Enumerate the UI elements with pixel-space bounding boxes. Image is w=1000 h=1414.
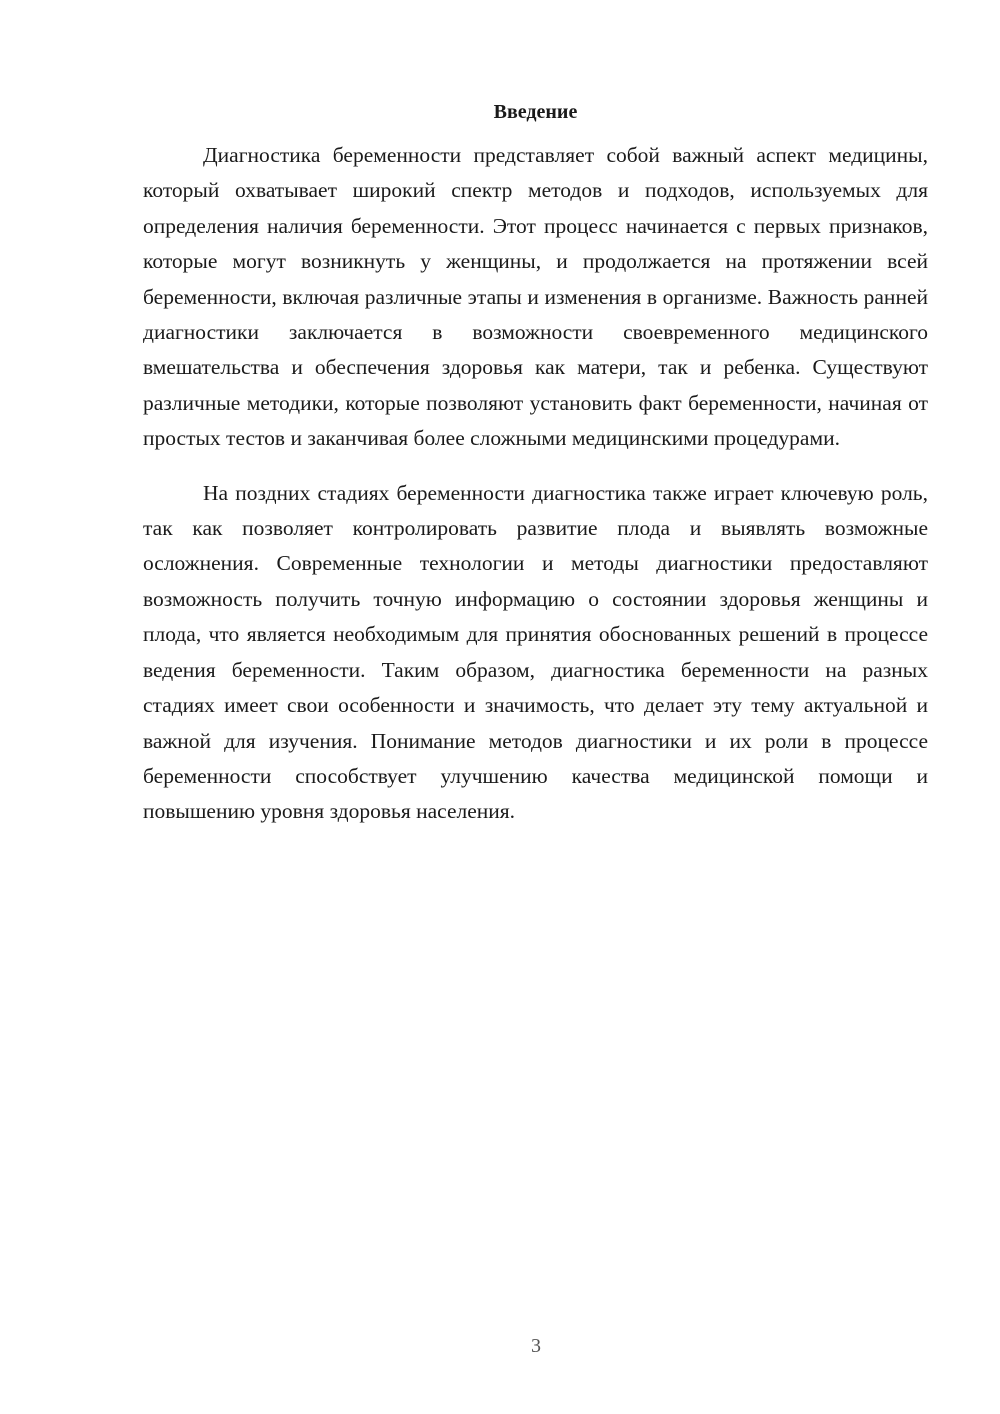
paragraph-late-stages: На поздних стадиях беременности диагностика также играет ключевую роль, так как позволяет контролировать развитие плода и выявлять возможные осложнения. Современные технологии и методы диагностики предоставляют возможность получить точную информацию о состоянии здоровья женщины и плода, что является необходимым для принятия обоснованных решений в процессе ведения беременности. Таким образом, диагностика беременности на разных стадиях имеет свои особенности и значимость, что делает эту тему актуальной и важной для изучения. Понимание методов диагностики и их роли в процессе беременности способствует улучшению качества медицинской помощи и повышению уровня здоровья населения. [143, 480, 928, 824]
section-heading: Введение [493, 101, 578, 123]
page-number: 3 [531, 1335, 541, 1357]
page-content [143, 100, 928, 830]
paragraph-intro: Диагностика беременности представляет собой важный аспект медицины, который охватывает широкий спектр методов и подходов, используемых для определения наличия беременности. Этот процесс начинается с первых признаков, которые могут возникнуть у женщины, и продолжается на протяжении всей беременности, включая различные этапы и изменения в организме. Важность ранней диагностики заключается в возможности своевременного медицинского вмешательства и обеспечения здоровья как матери, так и ребенка. Существуют различные методики, которые позволяют установить факт беременности, начиная от простых тестов и заканчивая более сложными медицинскими процедурами. [143, 143, 928, 451]
